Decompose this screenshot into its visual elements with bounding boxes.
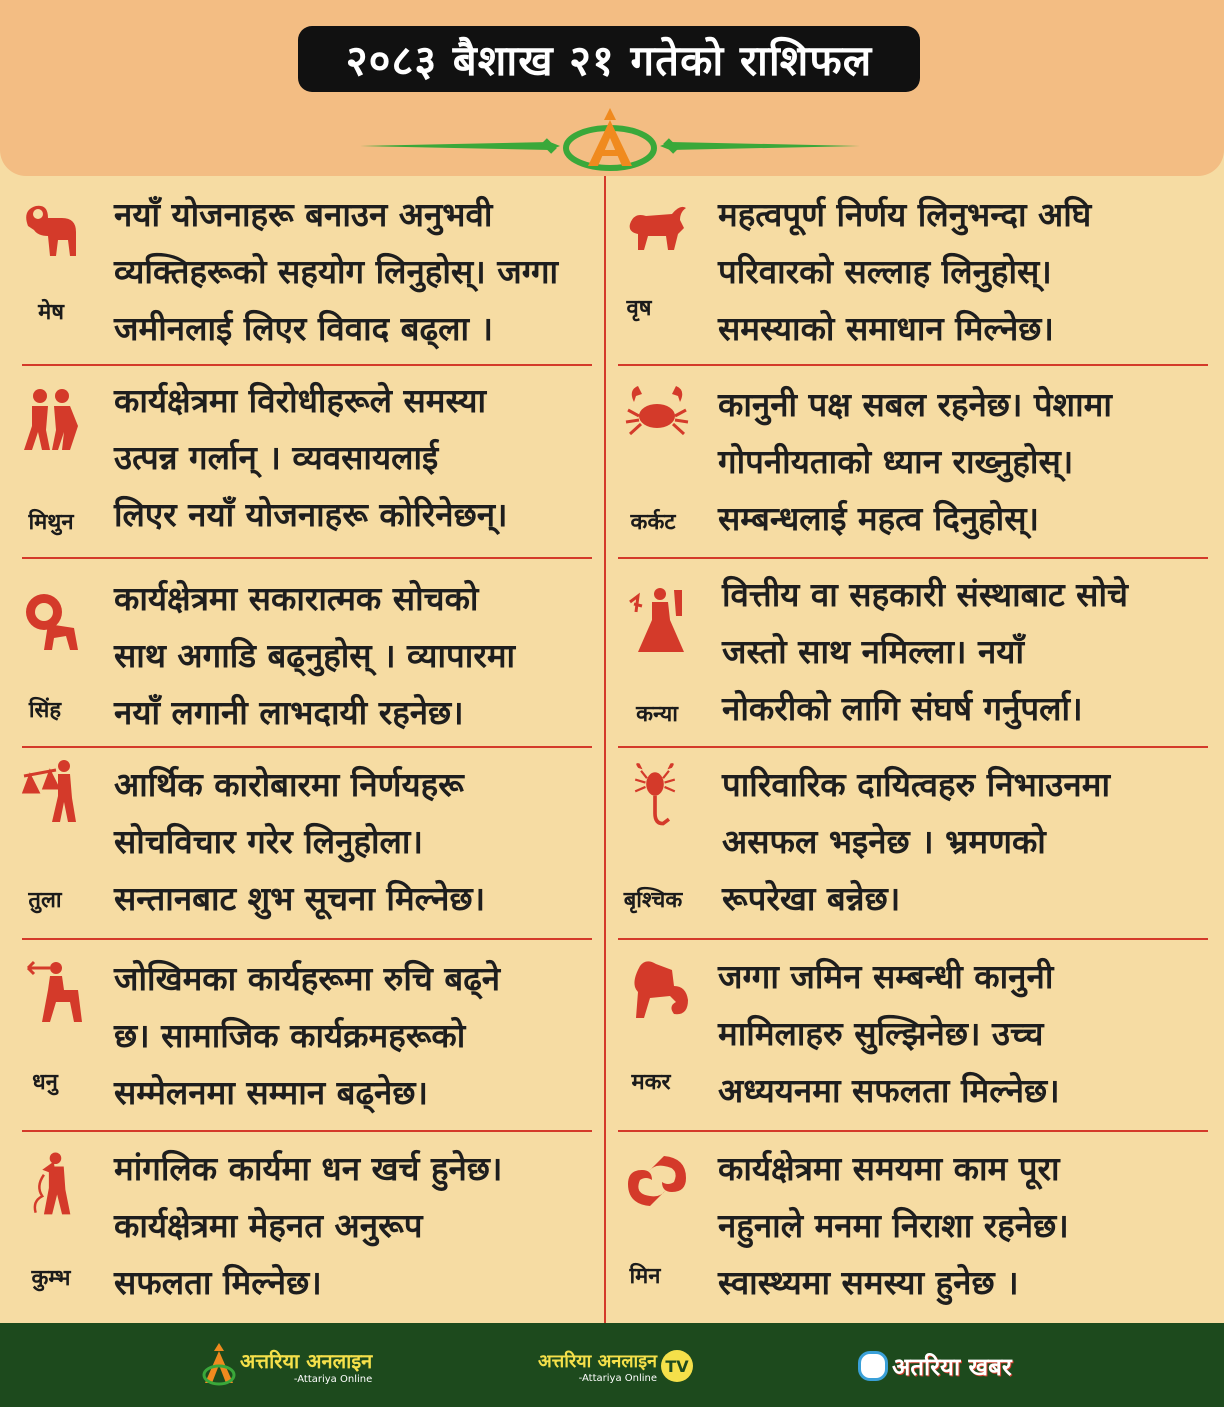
aries-icon bbox=[18, 196, 84, 262]
sagittarius-icon bbox=[20, 958, 86, 1024]
page-title: २०८३ बैशाख २१ गतेको राशिफल bbox=[298, 26, 920, 92]
sign-text: वित्तीय वा सहकारी संस्थाबाट सोचे जस्तो साथ नमिल्ला। नयाँ नोकरीको लागि संघर्ष गर्नुपर्ला। bbox=[722, 575, 1128, 728]
row-divider bbox=[22, 557, 592, 559]
row-divider bbox=[618, 557, 1208, 559]
sign-name: कुम्भ bbox=[31, 1266, 71, 1291]
attariya-khabar-logo[interactable] bbox=[858, 1341, 1012, 1391]
libra-icon bbox=[20, 758, 86, 824]
aquarius-icon bbox=[20, 1150, 86, 1216]
sign-name: मेष bbox=[38, 300, 64, 325]
footer-logo2-main: अत्तरिया अनलाइन bbox=[538, 1350, 658, 1372]
row-divider bbox=[22, 746, 592, 748]
leo-icon bbox=[18, 588, 84, 654]
sign-name: मकर bbox=[631, 1070, 671, 1095]
sign-name: तुला bbox=[28, 888, 62, 913]
attariya-a-icon bbox=[202, 1343, 236, 1389]
footer-logo2-sub: -Attariya Online bbox=[578, 1372, 658, 1384]
row-divider bbox=[618, 364, 1208, 366]
sign-text: कार्यक्षेत्रमा समयमा काम पूरा नहुनाले मनमा निराशा रहनेछ। स्वास्थ्यमा समस्या हुनेछ । bbox=[718, 1149, 1069, 1302]
khabar-circle-icon bbox=[858, 1351, 888, 1381]
capricorn-icon bbox=[626, 956, 692, 1022]
footer-logo3-main: अतरिया खबर bbox=[892, 1352, 1012, 1381]
sign-text: पारिवारिक दायित्वहरु निभाउनमा असफल भइनेछ । भ्रमणको रूपरेखा बन्नेछ। bbox=[722, 765, 1110, 918]
tv-badge-icon: TV bbox=[661, 1350, 693, 1382]
gemini-icon bbox=[18, 386, 84, 452]
row-divider bbox=[618, 938, 1208, 940]
sign-text: महत्वपूर्ण निर्णय लिनुभन्दा अघि परिवारको सल्लाह लिनुहोस्। समस्याको समाधान मिल्नेछ। bbox=[718, 195, 1092, 348]
footer-logo1-main: अत्तरिया अनलाइन bbox=[240, 1349, 373, 1373]
sign-text: जोखिमका कार्यहरूमा रुचि बढ्ने छ। सामाजिक कार्यक्रमहरूको सम्मेलनमा सम्मान बढ्नेछ। bbox=[114, 959, 501, 1112]
row-divider bbox=[618, 746, 1208, 748]
sign-name: कन्या bbox=[636, 702, 678, 727]
sign-name: धनु bbox=[32, 1070, 58, 1095]
sign-name: बृश्चिक bbox=[623, 888, 683, 913]
pisces-icon bbox=[624, 1148, 690, 1214]
sign-name: सिंह bbox=[28, 698, 62, 723]
attariya-logo-icon bbox=[360, 108, 860, 178]
row-divider bbox=[22, 364, 592, 366]
sign-name: मिथुन bbox=[28, 510, 74, 535]
sign-text: कार्यक्षेत्रमा विरोधीहरूले समस्या उत्पन्न गर्लान् । व्यवसायलाई लिएर नयाँ योजनाहरू कोरिनेछन्। bbox=[114, 381, 508, 534]
sign-name: मिन bbox=[629, 1264, 661, 1289]
sign-name: वृष bbox=[626, 296, 652, 321]
footer-bar bbox=[0, 1323, 1224, 1407]
sign-text: जग्गा जमिन सम्बन्धी कानुनी मामिलाहरु सुल्झिनेछ। उच्च अध्ययनमा सफलता मिल्नेछ। bbox=[718, 957, 1060, 1110]
row-divider bbox=[22, 938, 592, 940]
column-divider bbox=[604, 176, 606, 1323]
row-divider bbox=[22, 1130, 592, 1132]
attariya-online-logo[interactable] bbox=[202, 1341, 372, 1391]
sign-name: कर्कट bbox=[630, 510, 676, 535]
sign-text: कानुनी पक्ष सबल रहनेछ। पेशामा गोपनीयताको ध्यान राख्नुहोस्। सम्बन्धलाई महत्व दिनुहोस्। bbox=[718, 385, 1112, 538]
virgo-icon bbox=[624, 586, 690, 652]
attariya-online-tv-logo[interactable] bbox=[538, 1341, 693, 1391]
footer-logo1-sub: -Attariya Online bbox=[293, 1374, 373, 1385]
scorpio-icon bbox=[622, 762, 688, 828]
cancer-icon bbox=[624, 380, 690, 446]
sign-text: मांगलिक कार्यमा धन खर्च हुनेछ। कार्यक्षेत्रमा मेहनत अनुरूप सफलता मिल्नेछ। bbox=[114, 1149, 503, 1302]
sign-text: नयाँ योजनाहरू बनाउन अनुभवी व्यक्तिहरूको सहयोग लिनुहोस्। जग्गा जमीनलाई लिएर विवाद बढ्ला । bbox=[114, 195, 559, 348]
sign-text: कार्यक्षेत्रमा सकारात्मक सोचको साथ अगाडि बढ्नुहोस् । व्यापारमा नयाँ लगानी लाभदायी रहनेछ। bbox=[114, 579, 516, 732]
header-banner bbox=[0, 0, 1224, 176]
taurus-icon bbox=[624, 194, 690, 260]
sign-text: आर्थिक कारोबारमा निर्णयहरू सोचविचार गरेर लिनुहोला। सन्तानबाट शुभ सूचना मिल्नेछ। bbox=[114, 765, 486, 918]
row-divider bbox=[618, 1130, 1208, 1132]
